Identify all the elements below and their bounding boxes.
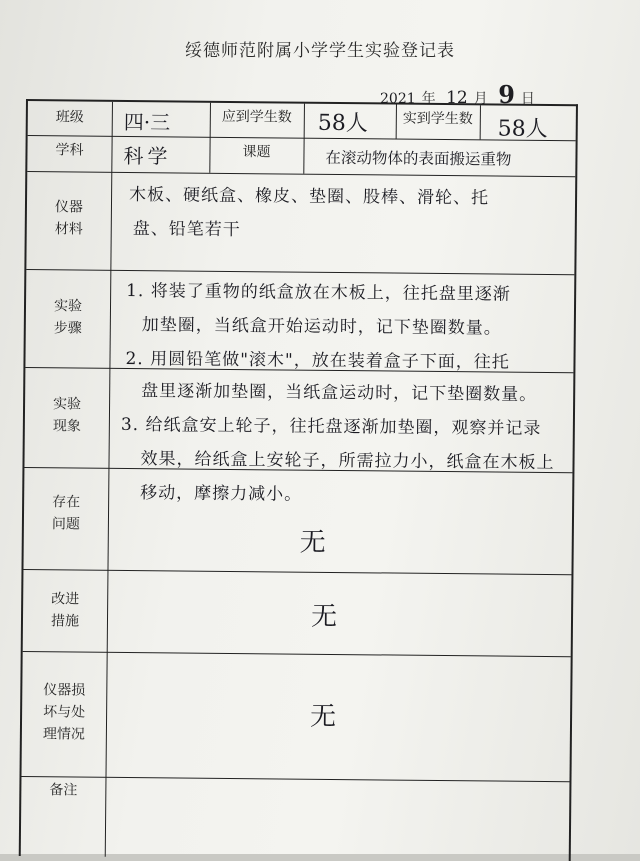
actual-students-label: 实到学生数 [402, 110, 473, 128]
date-year-label: 年 [421, 91, 436, 107]
phenomena-label: 实验 现象 [52, 396, 82, 435]
actual-students-value: 58人 [497, 116, 548, 143]
phenomena-line: 效果，给纸盒上安轮子，所需拉力小，纸盒在木板上 [140, 449, 555, 474]
expected-students-label: 应到学生数 [221, 108, 292, 126]
equipment-label: 仪器 材料 [54, 199, 84, 238]
steps-line: 1. 将装了重物的纸盒放在木板上，往托盘里逐渐 [126, 280, 511, 305]
damage-value: 无 [309, 701, 337, 733]
date-month: 12 [446, 88, 468, 108]
damage-label: 仪器损 坏与处 理情况 [42, 682, 86, 743]
steps-text [125, 274, 511, 380]
phenomena-line: 3. 给纸盒安上轮子，往托盘逐渐加垫圈，观察并记录 [120, 414, 542, 439]
expected-students-value: 58人 [317, 110, 368, 137]
topic-value: 在滚动物体的表面搬运重物 [325, 148, 512, 169]
steps-line: 2. 用圆铅笔做"滚木"，放在装着盒子下面，往托 [125, 348, 510, 373]
equipment-line: 盘、铅笔若干 [132, 219, 241, 241]
phenomena-line: 盘里逐渐加垫圈，当纸盒运动时，记下垫圈数量。 [141, 381, 538, 405]
equipment-text [129, 178, 490, 249]
problems-label: 存在 问题 [51, 494, 81, 533]
phenomena-text [120, 374, 555, 514]
steps-label: 实验 步骤 [53, 298, 83, 337]
subject-value: 科学 [123, 143, 172, 169]
date-day-label: 日 [520, 91, 535, 107]
subject-label: 学科 [55, 142, 84, 159]
topic-label: 课题 [242, 144, 271, 161]
improvements-label: 改进 措施 [50, 591, 80, 630]
equipment-line: 木板、硬纸盒、橡皮、垫圈、股棒、滑轮、托 [128, 184, 490, 209]
phenomena-line: 移动，摩擦力减小。 [140, 483, 303, 505]
remarks-label: 备注 [49, 782, 78, 799]
improvements-value: 无 [310, 601, 338, 633]
class-label: 班级 [55, 109, 84, 126]
date-day: 9 [498, 80, 515, 109]
class-value: 四·三 [123, 109, 171, 135]
form-title: 绥德师范附属小学学生实验登记表 [185, 41, 455, 61]
steps-line: 加垫圈，当纸盒开始运动时，记下垫圈数量。 [141, 315, 502, 339]
date-month-label: 月 [473, 91, 488, 107]
date-year: 2021 [380, 91, 416, 107]
problems-value: 无 [299, 527, 326, 558]
registration-table [19, 99, 578, 861]
